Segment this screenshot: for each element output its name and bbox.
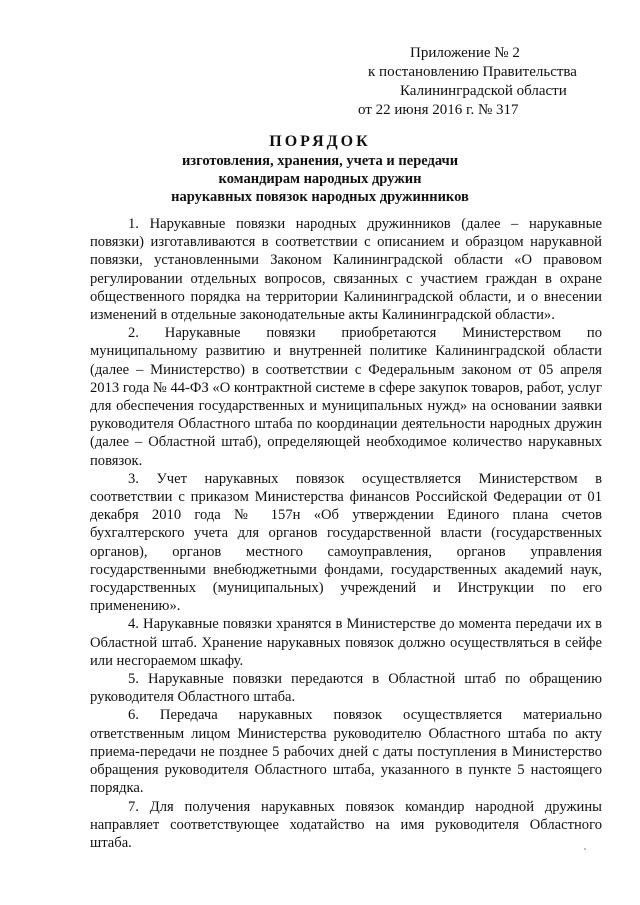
title-line-3: нарукавных повязок народных дружинников [171, 189, 469, 205]
paragraph-3: 3. Учет нарукавных повязок осуществляется Министерством в соответствии с приказом Министерства финансов Российской Федерации от 01 декабря 2010 года № 157н «Об утверждении Единого плана счетов бухгалтерского учета для органов государственной власти (государственных органов), органов местного самоуправления, органов управления государственными внебюджетными фондами, государственных академий наук, государственных (муниципальных) учреждений и Инструкции по его применению». [90, 470, 602, 615]
scan-artifact [584, 848, 586, 850]
title-line-1: изготовления, хранения, учета и передачи [181, 153, 459, 169]
appendix-resolution: к постановлению Правительства [368, 64, 577, 80]
appendix-region: Калининградской области [400, 83, 567, 99]
document-body [90, 215, 602, 852]
paragraph-1: 1. Нарукавные повязки народных дружинников (далее – нарукавные повязки) изготавливаются в соответствии с описанием и образцом нарукавной повязки, установленными Законом Калининградской области «О правовом регулировании отдельных вопросов, связанных с участием граждан в охране общественного порядка на территории Калининградской области, и о внесении изменений в отдельные законодательные акты Калининградской области». [90, 216, 602, 324]
paragraph-2: 2. Нарукавные повязки приобретаются Министерством по муниципальному развитию и внутренней политике Калининградской области (далее – Министерство) в соответствии с Федеральным законом от 05 апреля 2013 года № 44-ФЗ «О контрактной системе в сфере закупок товаров, работ, услуг для обеспечения государственных и муниципальных нужд» на основании заявки руководителя Областного штаба по координации деятельности народных дружин (далее – Областной штаб), определяющей необходимое количество нарукавных повязок. [90, 325, 602, 469]
paragraph-5: 5. Нарукавные повязки передаются в Областной штаб по обращению руководителя Областного штаба. [90, 671, 602, 706]
title-line-2: командирам народных дружин [218, 171, 422, 187]
appendix-date-number: от 22 июня 2016 г. № 317 [358, 102, 519, 118]
appendix-number: Приложение № 2 [410, 45, 520, 61]
appendix-header [340, 44, 620, 120]
document-title [40, 132, 600, 206]
paragraph-6: 6. Передача нарукавных повязок осуществляется материально ответственным лицом Министерства руководителю Областного штаба по акту приема-передачи не позднее 5 рабочих дней с даты поступления в Министерство обращения руководителя Областного штаба, указанного в пункте 5 настоящего порядка. [90, 707, 602, 797]
paragraph-4: 4. Нарукавные повязки хранятся в Министерстве до момента передачи их в Областной штаб. Хранение нарукавных повязок должно осуществляться в сейфе или несгораемом шкафу. [90, 616, 602, 669]
paragraph-7: 7. Для получения нарукавных повязок командир народной дружины направляет соответствующее ходатайство на имя руководителя Областного штаба. [90, 798, 602, 851]
title-main: ПОРЯДОК [269, 133, 371, 150]
